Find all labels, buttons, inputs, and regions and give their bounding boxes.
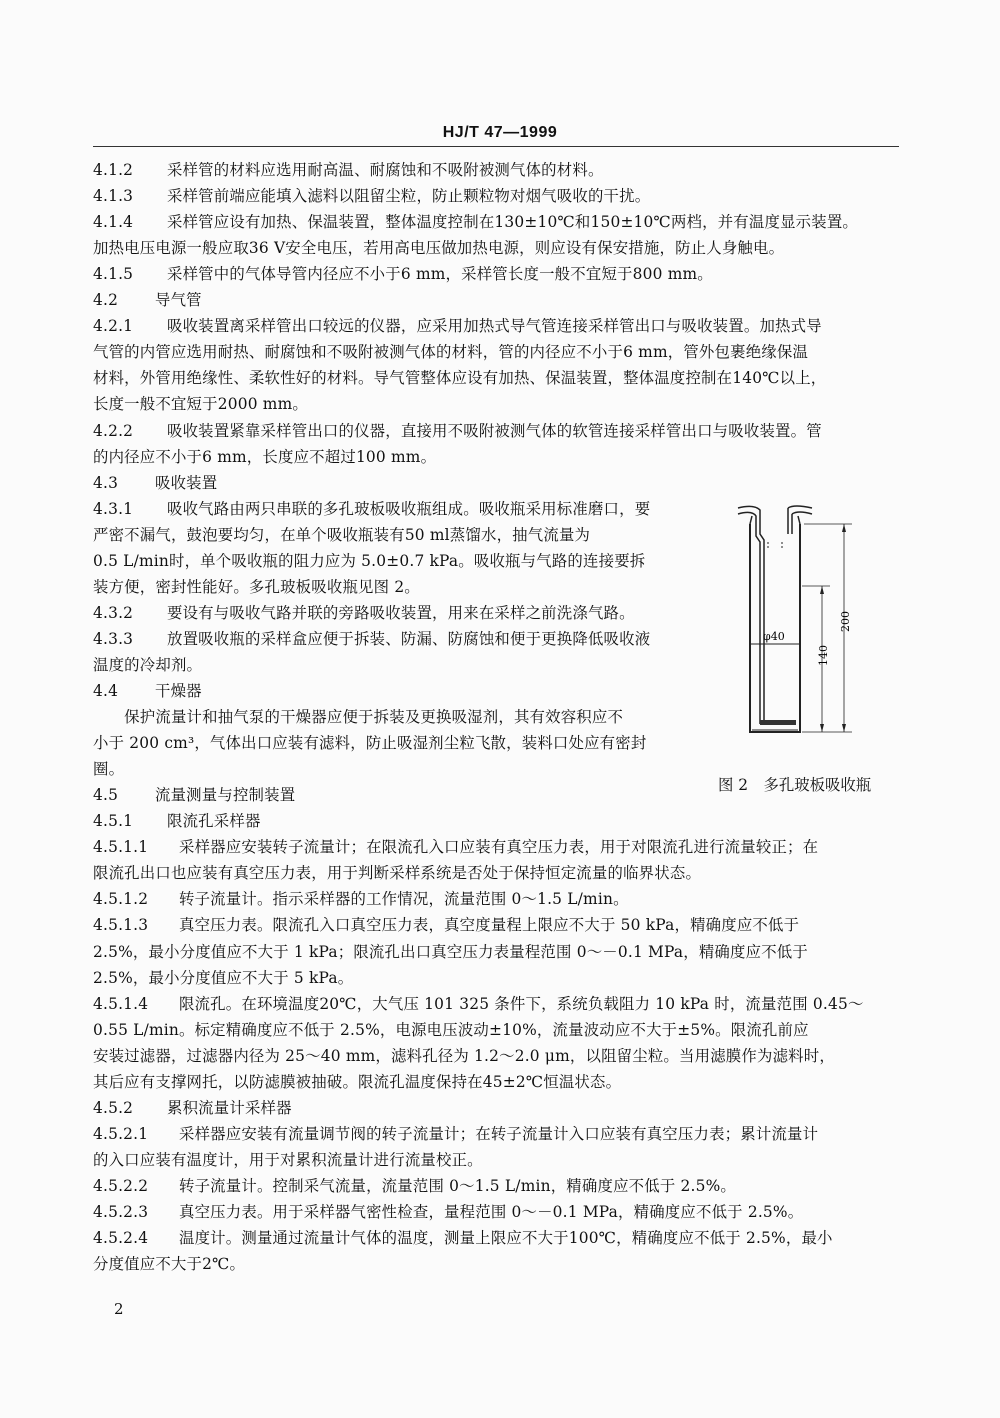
- clause-text: 要设有与吸收气路并联的旁路吸收装置，用来在采样之前洗涤气路。: [167, 603, 635, 622]
- clause-number: 4.5.1.1: [93, 838, 149, 857]
- text-line: [93, 782, 295, 808]
- clause-number: 4.5.1: [93, 812, 134, 831]
- text-line: [93, 209, 858, 235]
- clause-text: 0.5 L/min时，单个吸收瓶的阻力应为 5.0±0.7 kPa。吸收瓶与气路的连接要拆: [93, 551, 646, 570]
- clause-number: 4.2.2: [93, 421, 134, 440]
- clause-text: 采样管中的气体导管内径应不小于6 mm，采样管长度一般不宜短于800 mm。: [167, 265, 713, 284]
- clause-text: 2.5%，最小分度值应不大于 5 kPa。: [93, 968, 354, 987]
- text-line: [93, 1251, 245, 1277]
- clause-text: 采样器应安装转子流量计；在限流孔入口应装有真空压力表，用于对限流孔进行流量较正；在: [179, 838, 819, 857]
- clause-number: 4.1.5: [93, 265, 134, 284]
- clause-number: 4.4: [93, 682, 119, 700]
- header-rule: [93, 146, 899, 147]
- text-line: [93, 470, 217, 496]
- clause-number: 4.5: [93, 786, 119, 805]
- text-line: [93, 365, 826, 391]
- text-line: [93, 1225, 833, 1251]
- clause-text: 吸收装置紧靠采样管出口的仪器，直接用不吸附被测气体的软管连接采样管出口与吸收装置。管: [167, 421, 822, 440]
- clause-text: 严密不漏气，鼓泡要均匀，在单个吸收瓶装有50 ml蒸馏水，抽气流量为: [93, 525, 591, 544]
- text-line: [93, 418, 822, 444]
- absorption-bottle-figure: [730, 494, 850, 754]
- clause-text: 2.5%，最小分度值应不大于 1 kPa；限流孔出口真空压力表量程范围 0～－0.1 MPa，精确度应不低于: [93, 942, 808, 961]
- clause-text: 气管的内管应选用耐热、耐腐蚀和不吸附被测气体的材料，管的内径应不小于6 mm，管外包裹绝缘保温: [93, 343, 809, 362]
- text-line: [93, 1121, 818, 1147]
- clause-text: 材料，外管用绝缘性、柔软性好的材料。导气管整体应设有加热、保温装置，整体温度控制在140℃以上，: [93, 369, 827, 388]
- clause-text: 采样管的材料应选用耐高温、耐腐蚀和不吸附被测气体的材料。: [167, 161, 604, 179]
- clause-text: 限流孔。在环境温度20℃，大气压 101 325 条件下，系统负载阻力 10 kPa 时，流量范围 0.45～: [179, 994, 864, 1013]
- clause-text: 装方便，密封性能好。多孔玻板吸收瓶见图 2。: [93, 577, 420, 596]
- clause-number: 4.5.2.2: [93, 1176, 149, 1195]
- text-line: [93, 1173, 736, 1199]
- clause-text: 限流孔采样器: [167, 812, 261, 831]
- clause-number: 4.5.2: [93, 1098, 134, 1117]
- clause-text: 保护流量计和抽气泵的干燥器应便于拆装及更换吸湿剂，其有效容积应不: [93, 708, 624, 727]
- clause-text: 转子流量计。指示采样器的工作情况，流量范围 0～1.5 L/min。: [179, 890, 629, 909]
- text-line: [93, 391, 308, 417]
- clause-text: 的内径应不小于6 mm，长度应不超过100 mm。: [93, 447, 437, 466]
- clause-number: 4.5.2.3: [93, 1203, 149, 1221]
- clause-number: 4.5.2.1: [93, 1124, 149, 1143]
- clause-text: 限流孔出口也应装有真空压力表，用于判断采样系统是否处于保持恒定流量的临界状态。: [93, 864, 702, 883]
- clause-text: 分度值应不大于2℃。: [93, 1255, 246, 1274]
- clause-text: 其后应有支撑网托，以防滤膜被抽破。限流孔温度保持在45±2℃恒温状态。: [93, 1072, 622, 1091]
- text-line: [93, 574, 420, 600]
- clause-text: 真空压力表。用于采样器气密性检查，量程范围 0～－0.1 MPa，精确度应不低于 2.5%。: [179, 1203, 804, 1221]
- clause-text: 吸收气路由两只串联的多孔玻板吸收瓶组成。吸收瓶采用标准磨口，要: [167, 499, 651, 518]
- clause-text: 安装过滤器，过滤器内径为 25～40 mm，滤料孔径为 1.2～2.0 μm，以阻留尘粒。当用滤膜作为滤料时，: [93, 1046, 835, 1065]
- text-line: [93, 1199, 803, 1225]
- clause-number: 4.3: [93, 473, 119, 492]
- text-line: [93, 313, 822, 339]
- text-line: [93, 939, 808, 965]
- text-line: [93, 626, 650, 652]
- clause-text: 0.55 L/min。标定精确度应不低于 2.5%，电源电压波动±10%，流量波动应不大于±5%。限流孔前应: [93, 1020, 809, 1039]
- text-line: [93, 860, 701, 886]
- text-line: [93, 522, 590, 548]
- clause-text: 采样管前端应能填入滤料以阻留尘粒，防止颗粒物对烟气吸收的干扰。: [167, 187, 651, 206]
- text-line: [93, 834, 818, 860]
- page-number: 2: [114, 1300, 124, 1318]
- clause-number: 4.3.3: [93, 629, 134, 648]
- clause-text: 干燥器: [155, 682, 202, 700]
- diameter-label: φ40: [763, 630, 785, 643]
- clause-number: 4.1.2: [93, 161, 134, 179]
- clause-text: 圈。: [93, 760, 125, 779]
- text-line: [93, 1043, 835, 1069]
- clause-text: 转子流量计。控制采气流量，流量范围 0～1.5 L/min，精确度应不低于 2.5%。: [179, 1176, 737, 1195]
- clause-number: 4.2.1: [93, 317, 134, 336]
- text-line: [93, 1095, 292, 1121]
- clause-text: 累积流量计采样器: [167, 1098, 292, 1117]
- clause-number: 4.5.2.4: [93, 1229, 149, 1248]
- standard-header: HJ/T 47—1999: [442, 124, 558, 141]
- text-line: [93, 548, 645, 574]
- clause-text: 温度的冷却剂。: [93, 655, 203, 674]
- clause-number: 4.1.4: [93, 213, 134, 232]
- text-line: [93, 991, 864, 1017]
- text-line: [93, 157, 604, 183]
- text-line: [93, 756, 124, 782]
- clause-number: 4.5.1.3: [93, 916, 149, 935]
- figure-caption: 图 2 多孔玻板吸收瓶: [718, 776, 872, 794]
- text-line: [93, 444, 436, 470]
- text-line: [93, 600, 635, 626]
- clause-text: 加热电压电源一般应取36 V安全电压，若用高电压做加热电源，则应设有保安措施，防止人身触电。: [93, 239, 785, 258]
- clause-text: 采样管应设有加热、保温装置，整体温度控制在130±10℃和150±10℃两档，并有温度显示装置。: [167, 213, 859, 232]
- clause-number: 4.3.1: [93, 499, 134, 518]
- text-line: [93, 183, 650, 209]
- height-200-label: 200: [839, 611, 852, 632]
- text-line: [93, 339, 808, 365]
- clause-number: 4.2: [93, 291, 119, 310]
- clause-text: 吸收装置离采样管出口较远的仪器，应采用加热式导气管连接采样管出口与吸收装置。加热式导: [167, 317, 822, 336]
- text-line: [93, 704, 623, 730]
- text-line: [93, 235, 784, 261]
- text-line: [93, 652, 202, 678]
- text-line: [93, 287, 202, 313]
- text-line: [93, 965, 353, 991]
- text-line: [93, 808, 261, 834]
- text-line: [93, 912, 799, 938]
- clause-text: 放置吸收瓶的采样盒应便于拆装、防漏、防腐蚀和便于更换降低吸收液: [167, 629, 651, 648]
- clause-number: 4.3.2: [93, 603, 134, 622]
- clause-text: 导气管: [155, 291, 202, 310]
- text-line: [93, 678, 202, 704]
- clause-text: 吸收装置: [155, 473, 218, 492]
- text-line: [93, 1147, 483, 1173]
- clause-text: 采样器应安装有流量调节阀的转子流量计；在转子流量计入口应装有真空压力表；累计流量计: [179, 1124, 819, 1143]
- clause-number: 4.1.3: [93, 187, 134, 206]
- clause-text: 真空压力表。限流孔入口真空压力表，真空度量程上限应不大于 50 kPa，精确度应不低于: [179, 916, 800, 935]
- clause-text: 的入口应装有温度计，用于对累积流量计进行流量校正。: [93, 1150, 483, 1169]
- clause-text: 小于 200 cm³，气体出口应装有滤料，防止吸湿剂尘粒飞散，装料口处应有密封: [93, 734, 647, 753]
- text-line: [93, 1069, 621, 1095]
- height-140-label: 140: [817, 645, 830, 666]
- clause-text: 流量测量与控制装置: [155, 786, 296, 805]
- text-line: [93, 496, 650, 522]
- clause-number: 4.5.1.4: [93, 994, 149, 1013]
- text-line: [93, 730, 646, 756]
- text-line: [93, 1017, 809, 1043]
- clause-text: 长度一般不宜短于2000 mm。: [93, 395, 308, 414]
- text-line: [93, 261, 713, 287]
- text-line: [93, 886, 629, 912]
- clause-text: 温度计。测量通过流量计气体的温度，测量上限应不大于100℃，精确度应不低于 2.5%，最小: [179, 1229, 833, 1248]
- clause-number: 4.5.1.2: [93, 890, 149, 909]
